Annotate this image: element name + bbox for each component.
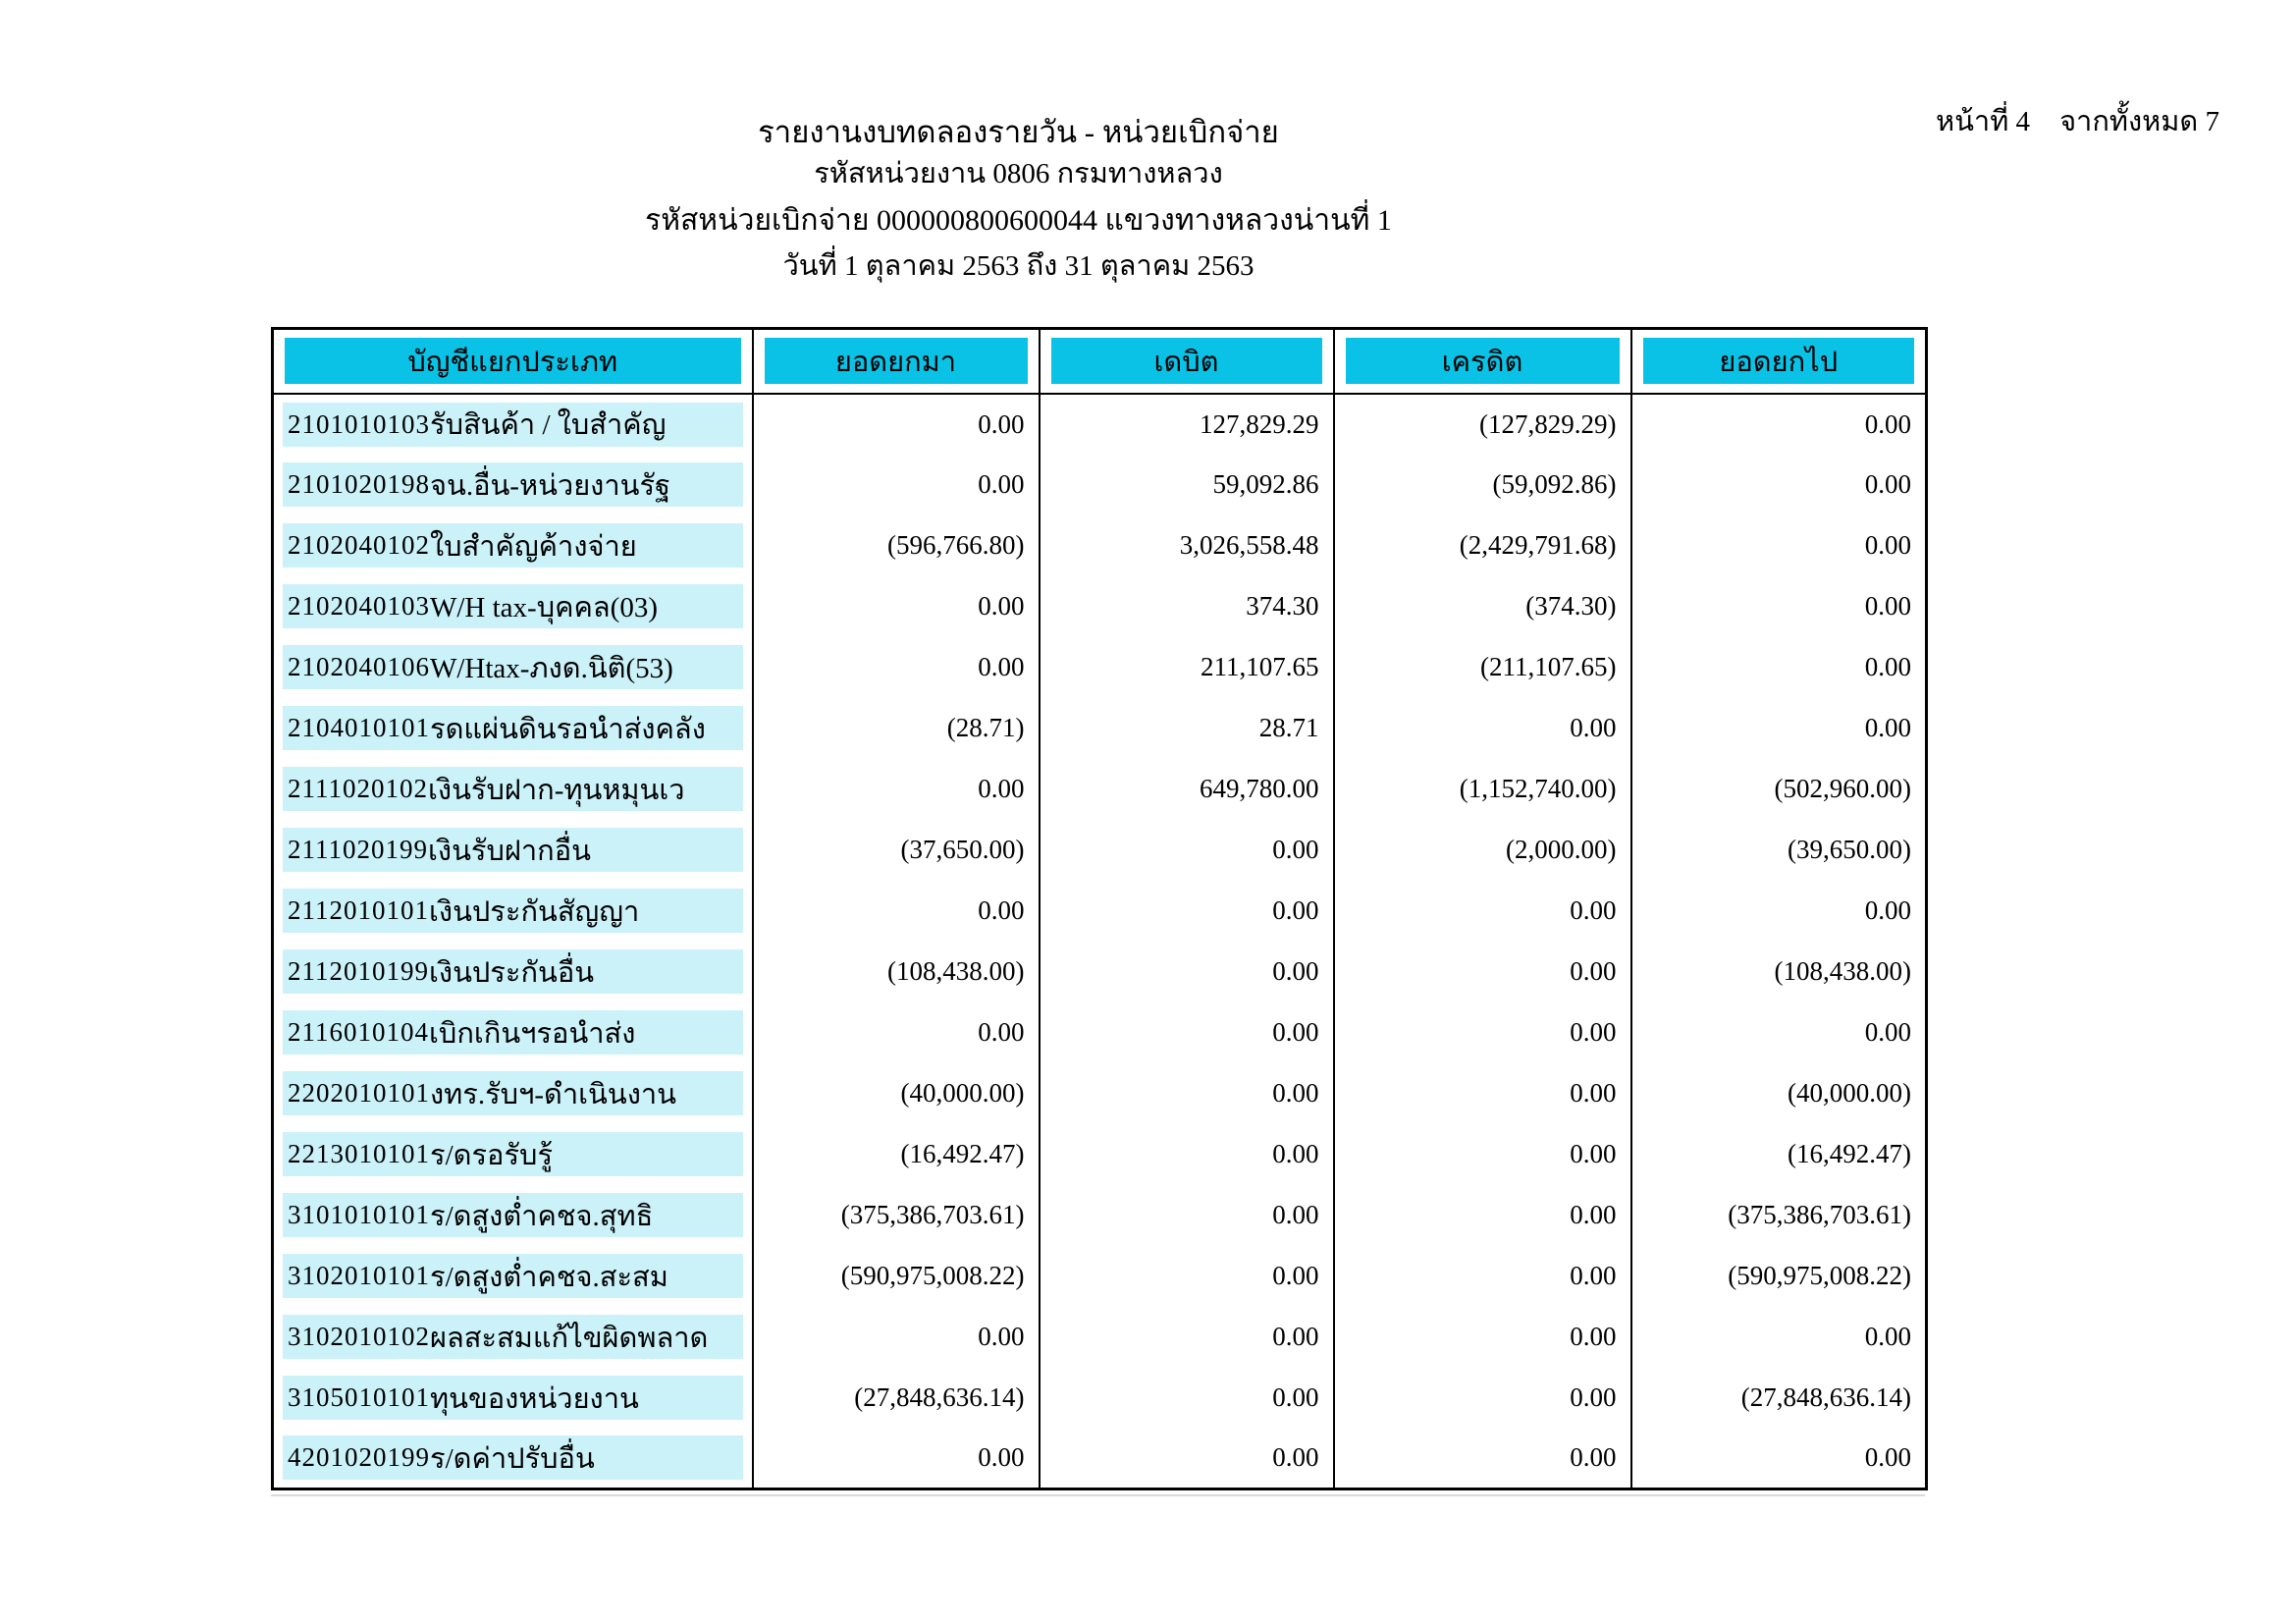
table-row [273, 1002, 1927, 1063]
table-row [273, 1246, 1927, 1307]
debit-value: 0.00 [1040, 881, 1334, 942]
credit-value: 0.00 [1334, 1124, 1631, 1185]
carry-forward-value: 0.00 [753, 759, 1040, 820]
table-row [273, 942, 1927, 1002]
account-chip [283, 889, 743, 933]
credit-value: 0.00 [1334, 1368, 1631, 1429]
account-cell [273, 455, 753, 515]
credit-value: 0.00 [1334, 1307, 1631, 1368]
debit-value: 0.00 [1040, 942, 1334, 1002]
page-total-label: จากทั้งหมด 7 [2059, 106, 2219, 137]
debit-value: 0.00 [1040, 1307, 1334, 1368]
carry-over-value: (590,975,008.22) [1728, 1261, 1911, 1290]
account-code: 3102010101 [288, 1261, 430, 1290]
carry-forward-value: (40,000.00) [753, 1063, 1040, 1124]
account-chip [283, 1010, 743, 1055]
credit-value: 0.00 [1334, 942, 1631, 1002]
carry-forward-value: 0.00 [753, 881, 1040, 942]
carry-over-value: (375,386,703.61) [1728, 1200, 1911, 1229]
table-row [273, 455, 1927, 515]
date-range-line: วันที่ 1 ตุลาคม 2563 ถึง 31 ตุลาคม 2563 [782, 250, 1255, 282]
carry-over-value: 0.00 [1864, 591, 1911, 621]
carry-forward-value: (375,386,703.61) [753, 1185, 1040, 1246]
table-row [273, 759, 1927, 820]
table-row [273, 1124, 1927, 1185]
debit-value: 211,107.65 [1040, 637, 1334, 698]
debit-value: 0.00 [1040, 820, 1334, 881]
carry-over-value: (40,000.00) [1788, 1078, 1911, 1108]
account-code: 2202010101 [288, 1078, 430, 1108]
account-cell [273, 942, 753, 1002]
debit-value: 374.30 [1040, 576, 1334, 637]
credit-value: 0.00 [1334, 1185, 1631, 1246]
account-code: 2213010101 [288, 1139, 430, 1168]
table-row [273, 881, 1927, 942]
carry-over-value: (16,492.47) [1788, 1139, 1911, 1168]
account-chip [283, 1071, 743, 1115]
carry-forward-value: 0.00 [753, 455, 1040, 515]
account-name: ร/ดรอรับรู้ [430, 1139, 554, 1171]
account-code: 2112010199 [288, 956, 429, 986]
page-number-label: หน้าที่ 4 [1935, 106, 2031, 137]
account-cell [273, 1368, 753, 1429]
account-chip [283, 949, 743, 994]
account-code: 2112010101 [288, 895, 429, 925]
column-header-carry-over: ยอดยกไป [1643, 338, 1915, 384]
account-code: 4201020199 [288, 1442, 430, 1473]
carry-over-value: 0.00 [1864, 469, 1911, 499]
account-code: 2102040103 [288, 591, 430, 621]
account-name: เงินรับฝากอื่น [428, 835, 591, 867]
account-cell [273, 1124, 753, 1185]
account-name: จน.อื่น-หน่วยงานรัฐ [430, 469, 671, 502]
account-name: ทุนของหน่วยงาน [430, 1382, 639, 1415]
credit-value: (374.30) [1334, 576, 1631, 637]
account-name: เงินประกันอื่น [429, 956, 595, 989]
carry-over-value: (108,438.00) [1774, 956, 1911, 986]
account-name: งทร.รับฯ-ดำเนินงาน [430, 1078, 676, 1110]
account-name: เงินประกันสัญญา [429, 895, 640, 928]
carry-over-value: 0.00 [1864, 1322, 1911, 1351]
carry-over-value: (27,848,636.14) [1740, 1382, 1911, 1412]
table-row [273, 394, 1927, 455]
table-row [273, 820, 1927, 881]
account-cell [273, 1002, 753, 1063]
account-code: 3102010102 [288, 1322, 430, 1351]
carry-forward-value: (27,848,636.14) [753, 1368, 1040, 1429]
account-code: 2102040106 [288, 652, 430, 681]
account-code: 3101010101 [288, 1200, 430, 1229]
debit-value: 0.00 [1040, 1185, 1334, 1246]
column-header-credit: เครดิต [1346, 338, 1620, 384]
account-code: 2111020199 [288, 835, 428, 864]
account-code: 2102040102 [288, 530, 430, 560]
carry-over-value: 0.00 [1864, 713, 1911, 742]
account-name: ผลสะสมแก้ไขผิดพลาด [430, 1322, 709, 1354]
carry-forward-value: 0.00 [753, 637, 1040, 698]
trial-balance-table [271, 327, 1928, 1490]
carry-over-value: 0.00 [1864, 652, 1911, 681]
disbursement-unit-line: รหัสหน่วยเบิกจ่าย 000000800600044 แขวงทางหลวงน่านที่ 1 [645, 204, 1392, 237]
credit-value: (2,429,791.68) [1334, 515, 1631, 576]
carry-over-value: (502,960.00) [1774, 774, 1911, 803]
debit-value: 127,829.29 [1040, 394, 1334, 455]
account-cell [273, 698, 753, 759]
carry-forward-value: 0.00 [753, 1429, 1040, 1489]
account-name: เงินรับฝาก-ทุนหมุนเว [428, 774, 685, 806]
carry-forward-value: (596,766.80) [753, 515, 1040, 576]
account-name: W/H tax-บุคคล(03) [430, 591, 658, 623]
account-code: 3105010101 [288, 1382, 430, 1412]
carry-forward-value: (16,492.47) [753, 1124, 1040, 1185]
debit-value: 28.71 [1040, 698, 1334, 759]
account-code: 2101020198 [288, 469, 430, 499]
account-name: ใบสำคัญค้างจ่าย [430, 530, 637, 563]
account-code: 2104010101 [288, 713, 430, 742]
account-chip [283, 1435, 743, 1480]
account-chip [283, 645, 743, 689]
debit-value: 0.00 [1040, 1246, 1334, 1307]
table-row [273, 1063, 1927, 1124]
debit-value: 3,026,558.48 [1040, 515, 1334, 576]
account-code: 2116010104 [288, 1017, 429, 1047]
credit-value: 0.00 [1334, 1002, 1631, 1063]
agency-code-line: รหัสหน่วยงาน 0806 กรมทางหลวง [814, 158, 1223, 189]
debit-value: 0.00 [1040, 1124, 1334, 1185]
page-divider-line [271, 1494, 1925, 1496]
account-cell [273, 515, 753, 576]
account-chip [283, 1376, 743, 1420]
account-cell [273, 820, 753, 881]
account-chip [283, 1193, 743, 1237]
table-row [273, 1368, 1927, 1429]
account-chip [283, 462, 743, 507]
table-row [273, 637, 1927, 698]
carry-over-value: 0.00 [1864, 1017, 1911, 1047]
column-header-carry-forward: ยอดยกมา [765, 338, 1028, 384]
account-chip [283, 584, 743, 628]
credit-value: (2,000.00) [1334, 820, 1631, 881]
carry-forward-value: 0.00 [753, 394, 1040, 455]
account-name: รดแผ่นดินรอนำส่งคลัง [430, 713, 706, 745]
table-row [273, 1429, 1927, 1489]
credit-value: 0.00 [1334, 1246, 1631, 1307]
account-cell [273, 394, 753, 455]
credit-value: (211,107.65) [1334, 637, 1631, 698]
account-cell [273, 1429, 753, 1489]
account-cell [273, 1246, 753, 1307]
table-row [273, 1185, 1927, 1246]
account-cell [273, 1063, 753, 1124]
account-name: ร/ดสูงต่ำคชจ.สุทธิ [430, 1200, 654, 1232]
account-chip [283, 1132, 743, 1176]
table-row [273, 576, 1927, 637]
credit-value: (1,152,740.00) [1334, 759, 1631, 820]
table-body [273, 394, 1927, 1489]
column-header-account: บัญชีแยกประเภท [285, 338, 741, 384]
account-cell [273, 759, 753, 820]
carry-over-value: 0.00 [1864, 895, 1911, 925]
carry-forward-value: 0.00 [753, 1002, 1040, 1063]
debit-value: 0.00 [1040, 1063, 1334, 1124]
credit-value: 0.00 [1334, 1063, 1631, 1124]
credit-value: 0.00 [1334, 881, 1631, 942]
account-cell [273, 1307, 753, 1368]
debit-value: 0.00 [1040, 1002, 1334, 1063]
table-row [273, 515, 1927, 576]
carry-forward-value: (108,438.00) [753, 942, 1040, 1002]
carry-over-value: 0.00 [1864, 408, 1911, 439]
credit-value: 0.00 [1334, 1429, 1631, 1489]
debit-value: 649,780.00 [1040, 759, 1334, 820]
table-row [273, 698, 1927, 759]
carry-forward-value: (28.71) [753, 698, 1040, 759]
account-cell [273, 637, 753, 698]
account-name: ร/ดสูงต่ำคชจ.สะสม [430, 1261, 668, 1293]
debit-value: 0.00 [1040, 1429, 1334, 1489]
credit-value: 0.00 [1334, 698, 1631, 759]
account-cell [273, 1185, 753, 1246]
debit-value: 0.00 [1040, 1368, 1334, 1429]
carry-forward-value: (590,975,008.22) [753, 1246, 1040, 1307]
account-chip [283, 403, 743, 447]
account-chip [283, 1254, 743, 1298]
account-name: รับสินค้า / ใบสำคัญ [430, 409, 667, 441]
account-cell [273, 881, 753, 942]
account-chip [283, 523, 743, 568]
account-name: ร/ดค่าปรับอื่น [430, 1442, 595, 1475]
carry-over-value: 0.00 [1864, 1442, 1911, 1473]
table-row [273, 1307, 1927, 1368]
debit-value: 59,092.86 [1040, 455, 1334, 515]
account-chip [283, 1315, 743, 1359]
account-code: 2101010103 [288, 408, 430, 439]
credit-value: (127,829.29) [1334, 394, 1631, 455]
column-header-debit: เดบิต [1051, 338, 1322, 384]
account-cell [273, 576, 753, 637]
table-header-row [273, 329, 1927, 394]
credit-value: (59,092.86) [1334, 455, 1631, 515]
account-chip [283, 706, 743, 750]
carry-forward-value: 0.00 [753, 576, 1040, 637]
account-chip [283, 767, 743, 811]
carry-forward-value: (37,650.00) [753, 820, 1040, 881]
carry-over-value: (39,650.00) [1788, 835, 1911, 864]
account-code: 2111020102 [288, 774, 428, 803]
account-name: เบิกเกินฯรอนำส่ง [429, 1017, 636, 1050]
carry-over-value: 0.00 [1864, 530, 1911, 560]
carry-forward-value: 0.00 [753, 1307, 1040, 1368]
account-name: W/Htax-ภงด.นิติ(53) [430, 652, 673, 684]
account-chip [283, 828, 743, 872]
report-title: รายงานงบทดลองรายวัน - หน่วยเบิกจ่าย [758, 115, 1279, 149]
